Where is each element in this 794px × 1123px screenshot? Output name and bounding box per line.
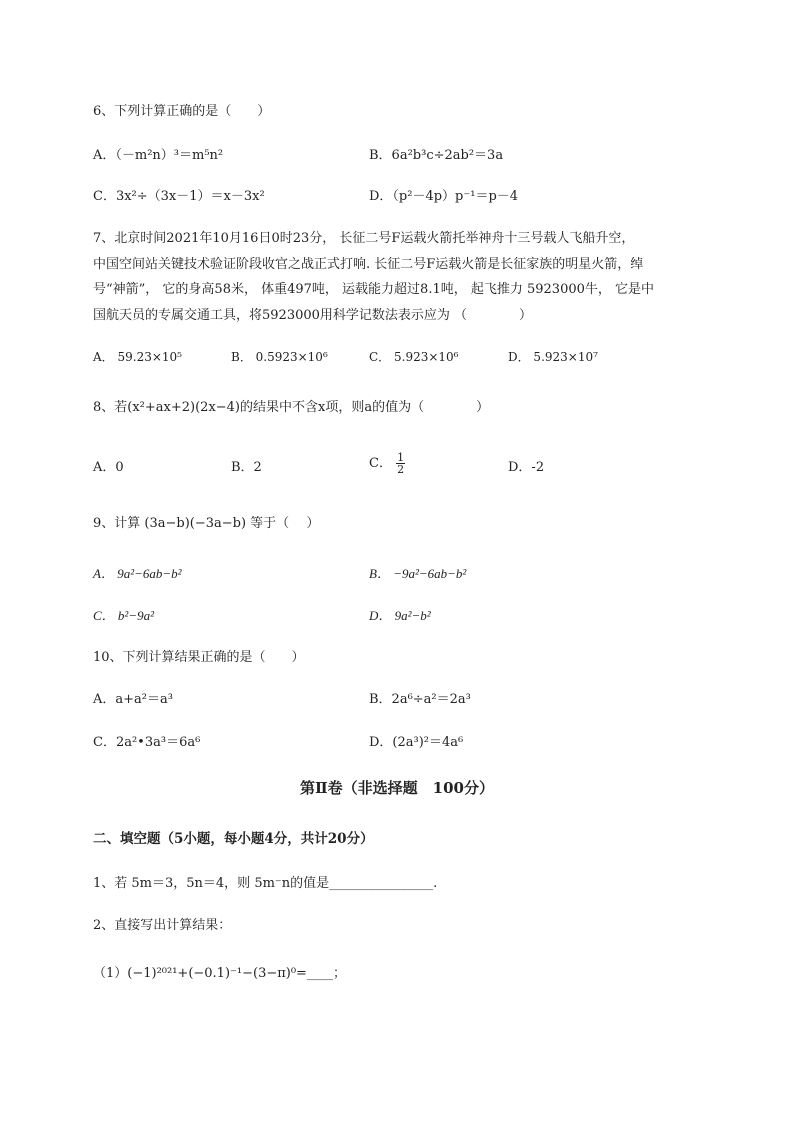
section-heading: 二、填空题（5小题，每小题4分，共计20分） (93, 831, 374, 847)
q10-stem: 10、下列计算结果正确的是（ ） (93, 650, 305, 665)
q9-option-c: C． b²−9a² (93, 608, 154, 623)
q7-option-c: C． 5.923×10⁶ (369, 350, 459, 364)
q9-option-b: B． −9a²−6ab−b² (369, 566, 467, 581)
q7-option-a: A． 59.23×10⁵ (93, 350, 182, 364)
q8-option-c-label: C． (369, 456, 392, 471)
q10-option-b: B．2a⁶÷a²＝2a³ (369, 692, 471, 707)
q6-stem: 6、下列计算正确的是（ ） (93, 104, 271, 119)
q10-option-a: A．a+a²＝a³ (93, 692, 173, 707)
q8-option-c-fraction (396, 452, 405, 475)
q8-option-a: A．0 (93, 460, 124, 475)
part2-title: 第Ⅱ卷（非选择题 100分） (300, 779, 494, 797)
fill-question-2-part1: （1）(−1)²⁰²¹+(−0.1)⁻¹−(3−π)⁰=____； (93, 966, 346, 981)
fill-question-2-stem: 2、直接写出计算结果： (93, 918, 232, 933)
fraction-numerator: 1 (397, 451, 405, 464)
q10-option-c: C．2a²•3a³＝6a⁶ (93, 735, 201, 750)
q7-stem-line3: 号“神箭”， 它的身高58米， 体重497吨， 运载能力超过8.1吨， 起飞推力 5923000牛， 它是中 (93, 282, 655, 297)
q7-option-b: B． 0.5923×10⁶ (231, 350, 328, 364)
q7-stem-line4: 国航天员的专属交通工具，将5923000用科学记数法表示应为 （ ） (93, 308, 533, 323)
q8-option-c (369, 452, 405, 475)
q6-option-d: D．（p²－4p）p⁻¹＝p－4 (369, 189, 519, 204)
q10-option-d: D．(2a³)²＝4a⁶ (369, 735, 464, 750)
q8-option-b: B．2 (231, 460, 262, 475)
q7-option-d: D． 5.923×10⁷ (508, 350, 598, 364)
q8-option-d: D．-2 (508, 460, 545, 475)
q7-stem-line1: 7、北京时间2021年10月16日0时23分， 长征二号F运载火箭托举神舟十三号载人飞船升空， (93, 231, 635, 246)
q9-option-a: A． 9a²−6ab−b² (93, 566, 182, 581)
q9-stem: 9、计算 (3a−b)(−3a−b) 等于（ ） (93, 516, 320, 531)
q7-stem-line2: 中国空间站关键技术验证阶段收官之战正式打响. 长征二号F运载火箭是长征家族的明星火箭，绰 (93, 257, 644, 272)
q6-option-b: B．6a²b³c÷2ab²＝3a (369, 148, 504, 163)
q6-option-a: A．（－m²n）³＝m⁵n² (93, 148, 224, 163)
q8-stem: 8、若(x²+ax+2)(2x−4)的结果中不含x项，则a的值为（ ） (93, 400, 490, 415)
q9-option-d: D． 9a²−b² (369, 608, 431, 623)
fraction-denominator: 2 (397, 463, 405, 476)
q6-option-c: C．3x²÷（3x－1）＝x－3x² (93, 189, 265, 204)
fill-question-1: 1、若 5m＝3，5n＝4，则 5m⁻n的值是________________. (93, 876, 438, 891)
